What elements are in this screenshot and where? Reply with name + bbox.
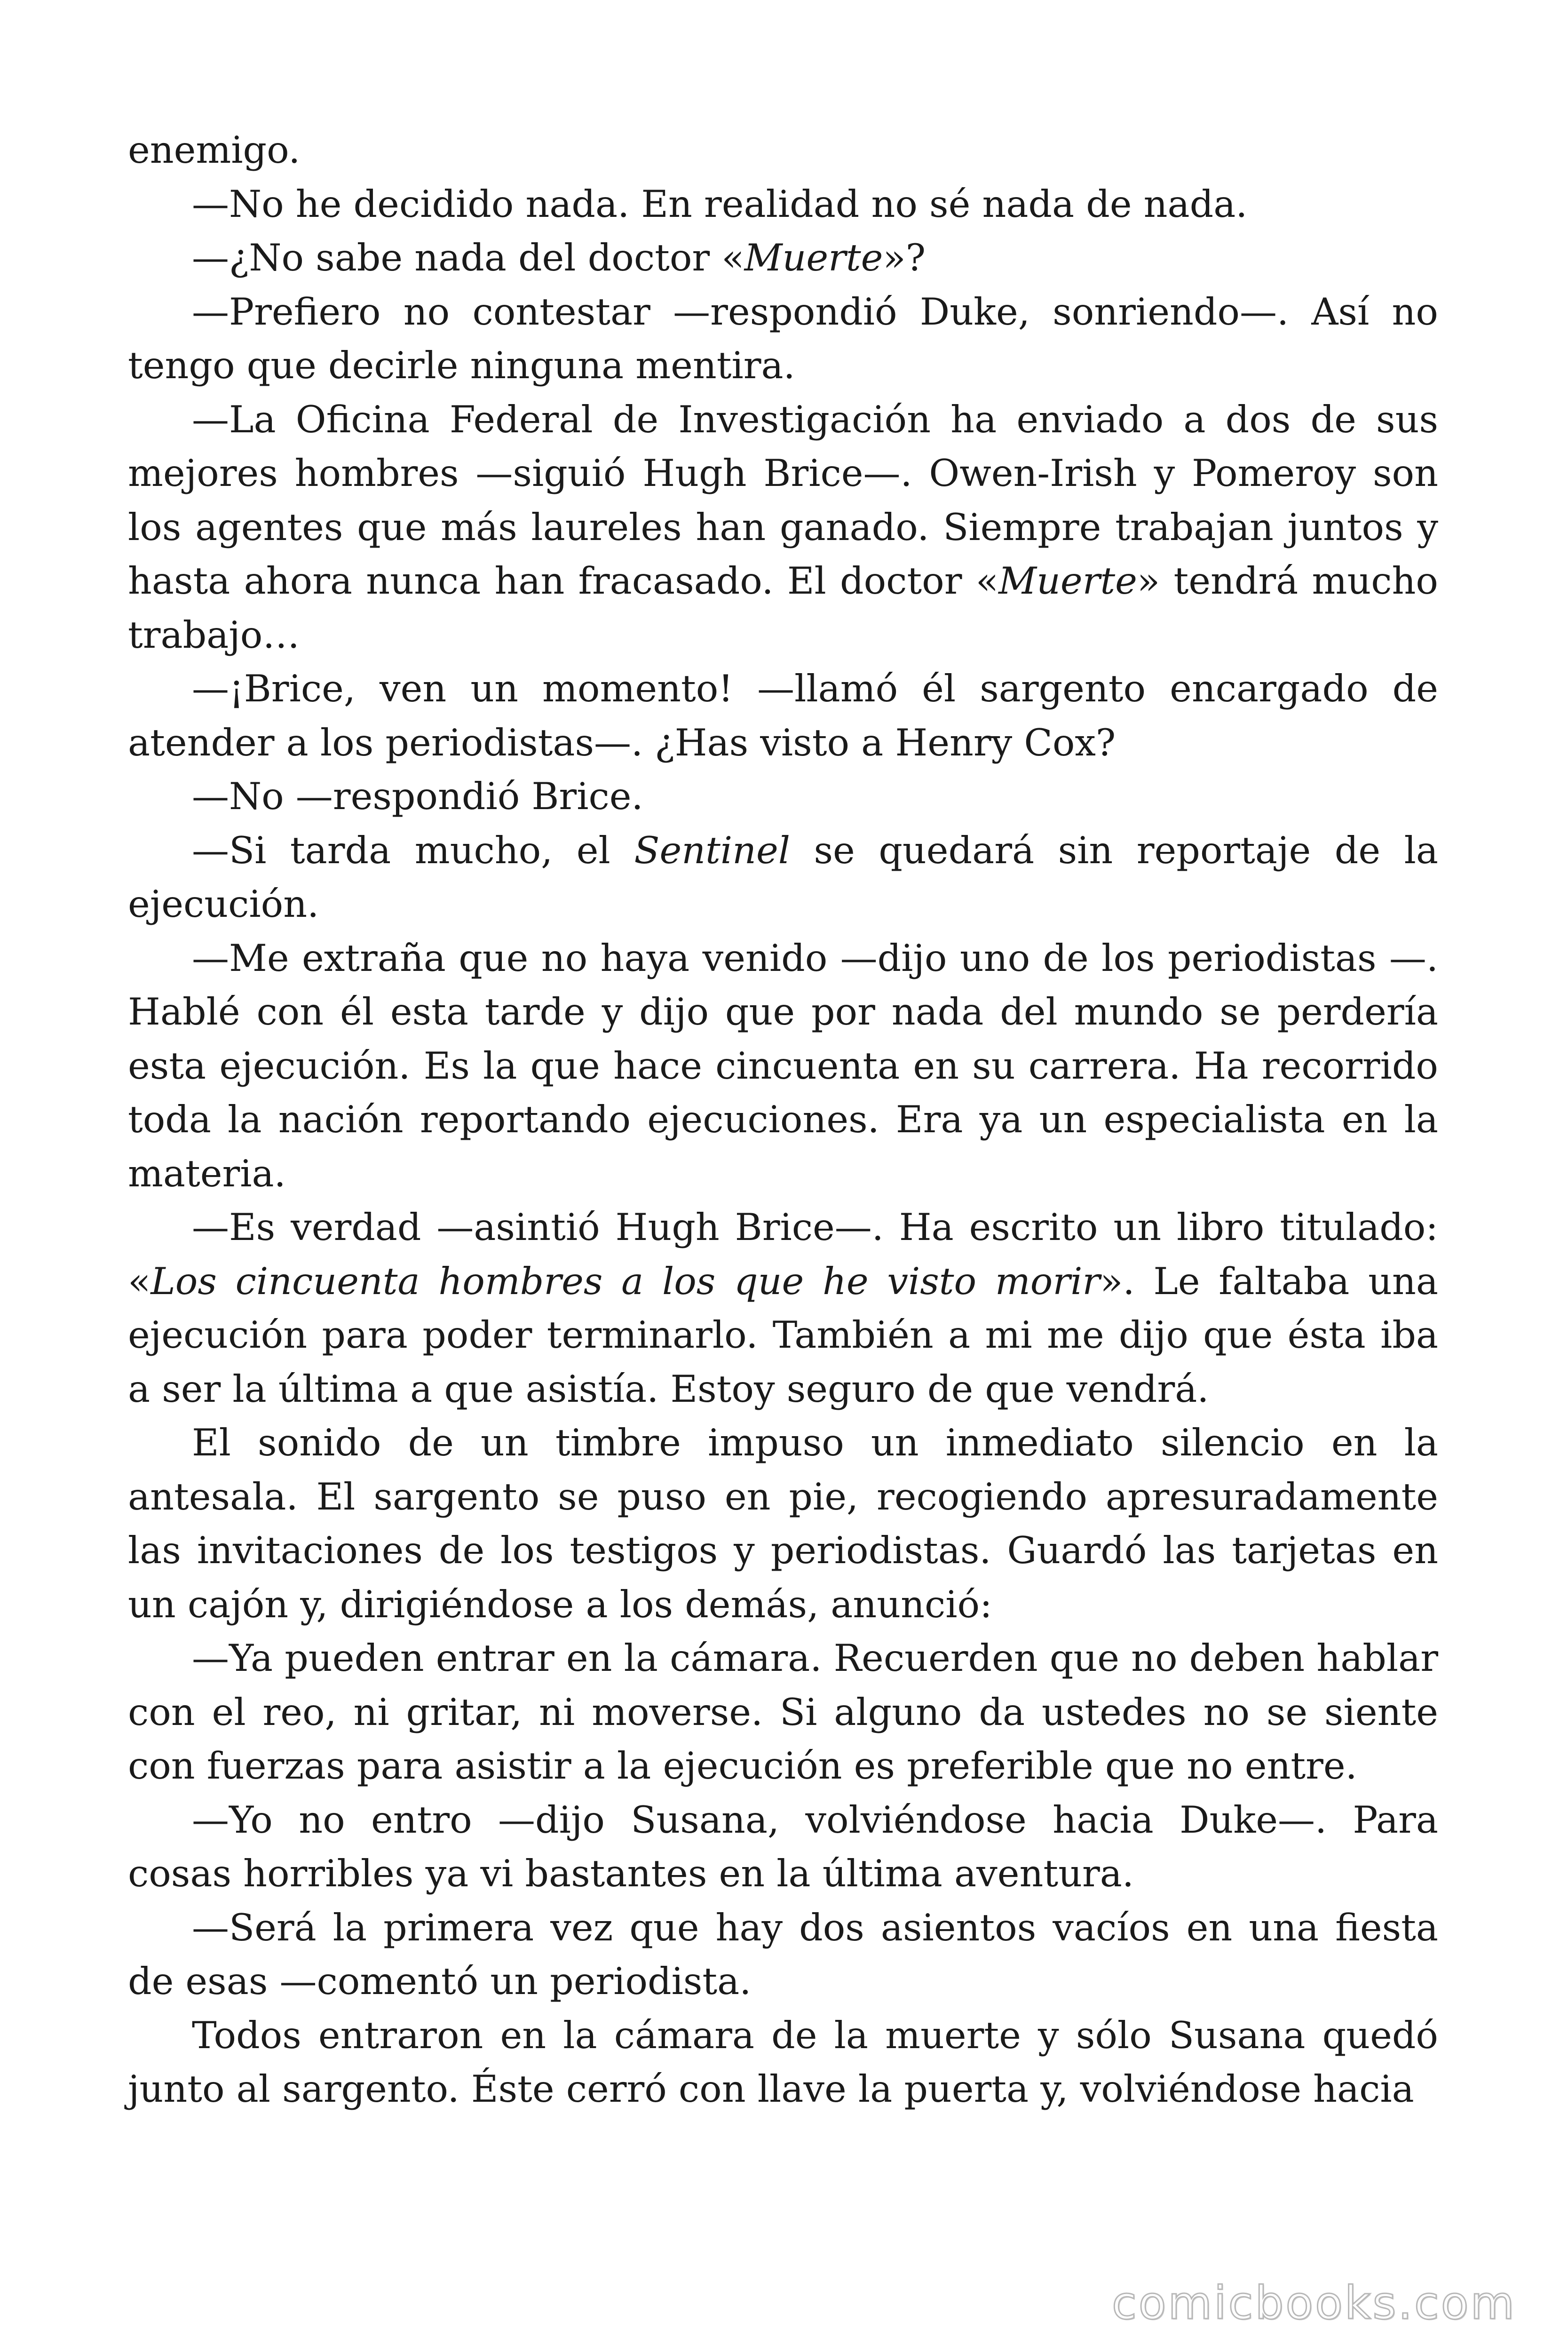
text-run: se quedará sin reportaje de la ejecución.	[128, 828, 1438, 926]
paragraph	[128, 393, 1438, 662]
text-run: —Me extraña que no haya venido —dijo uno de los periodistas —. Hablé con él esta tarde y dijo que por nada del mundo se perdería esta ejecución. Es la que hace cincuenta en su carrera. Ha recorrido toda la nación reportando ejecuciones. Era ya un especialista en la materia.	[128, 936, 1438, 1195]
paragraph	[128, 824, 1438, 931]
text-run: Todos entraron en la cámara de la muerte y sólo Susana quedó junto al sargento. Éste cerró con llave la puerta y, volviéndose hacia	[128, 2013, 1438, 2111]
text-run: —La Oficina Federal de Investigación ha enviado a dos de sus mejores hombres —siguió Hugh Brice—. Owen-Irish y Pomeroy son los agentes que más laureles han ganado. Siempre trabajan juntos y hasta ahora nunca han fracasado. El doctor «	[128, 397, 1438, 603]
paragraph	[128, 931, 1438, 1201]
paragraph	[128, 1631, 1438, 1793]
text-run: —No —respondió Brice.	[192, 775, 643, 818]
text-run: » tendrá mucho trabajo…	[128, 559, 1438, 657]
text-run: enemigo.	[128, 128, 301, 172]
text-run: ». Le faltaba una ejecución para poder terminarlo. También a mi me dijo que ésta iba a ser la última a que asistía. Estoy seguro de que vendrá.	[128, 1259, 1439, 1411]
watermark: comicbooks.com	[1111, 2277, 1516, 2329]
paragraph	[128, 2009, 1438, 2116]
paragraph	[128, 1416, 1438, 1631]
italic-text: Los cincuenta hombres a los que he visto morir	[150, 1259, 1101, 1303]
paragraph	[128, 123, 1438, 177]
paragraph	[128, 231, 1438, 285]
paragraph	[128, 1901, 1438, 2009]
italic-text: Sentinel	[634, 828, 790, 872]
text-run: —Ya pueden entrar en la cámara. Recuerden que no deben hablar con el reo, ni gritar, ni moverse. Si alguno da ustedes no se siente con fuerzas para asistir a la ejecución es preferible que no entre.	[128, 1637, 1438, 1788]
text-run: —¿No sabe nada del doctor «	[192, 236, 744, 279]
text-run: —Si tarda mucho, el	[192, 828, 634, 872]
paragraph	[128, 285, 1438, 393]
italic-text: Muerte	[744, 236, 883, 279]
paragraph	[128, 662, 1438, 770]
text-run: —No he decidido nada. En realidad no sé nada de nada.	[192, 182, 1248, 226]
text-run: —Es verdad —asintió Hugh Brice—. Ha escrito un libro titulado: «	[128, 1206, 1438, 1303]
text-run: »?	[883, 236, 926, 279]
paragraph	[128, 1793, 1438, 1901]
paragraph	[128, 770, 1438, 824]
paragraph	[128, 1200, 1438, 1416]
paragraph	[128, 177, 1438, 231]
body-text	[128, 123, 1438, 2116]
text-run: —Será la primera vez que hay dos asientos vacíos en una fiesta de esas —comentó un periodista.	[128, 1906, 1438, 2003]
text-run: El sonido de un timbre impuso un inmediato silencio en la antesala. El sargento se puso en pie, recogiendo apresuradamente las invitaciones de los testigos y periodistas. Guardó las tarjetas en un cajón y, dirigiéndose a los demás, anunció:	[128, 1421, 1438, 1626]
italic-text: Muerte	[998, 559, 1137, 603]
text-run: —¡Brice, ven un momento! —llamó él sargento encargado de atender a los periodistas—. ¿Has visto a Henry Cox?	[128, 667, 1438, 764]
text-run: —Yo no entro —dijo Susana, volviéndose hacia Duke—. Para cosas horribles ya vi bastantes en la última aventura.	[128, 1798, 1438, 1895]
text-run: —Prefiero no contestar —respondió Duke, sonriendo—. Así no tengo que decirle ninguna mentira.	[128, 290, 1438, 387]
